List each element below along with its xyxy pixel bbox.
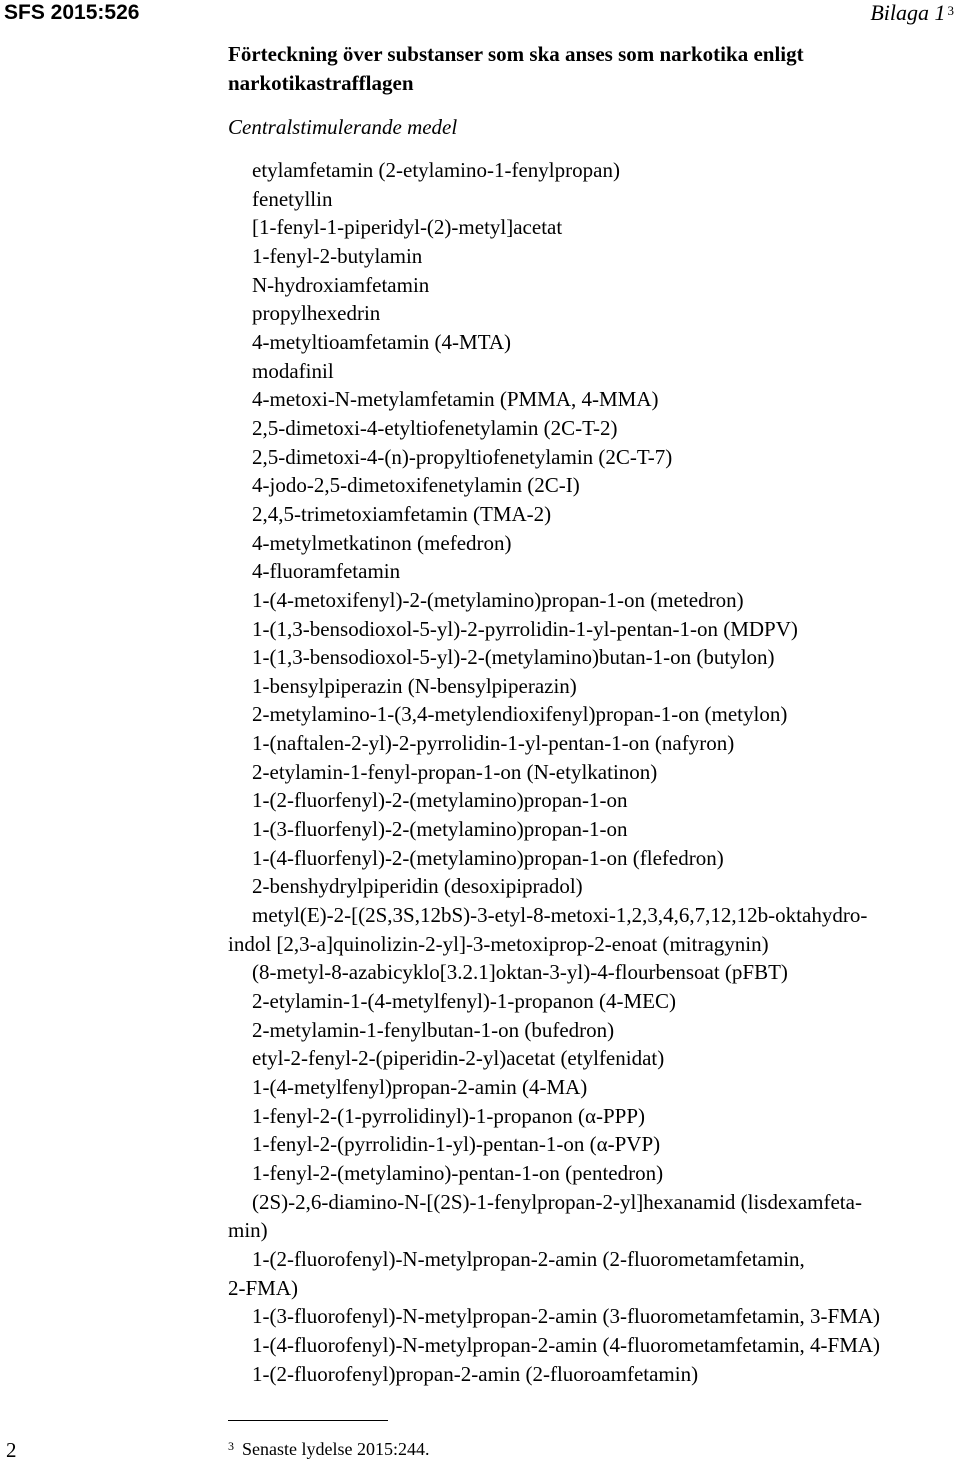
- footnote-text: Senaste lydelse 2015:244.: [242, 1439, 430, 1459]
- substance-item: fenetyllin: [252, 186, 333, 211]
- footnote-number: 3: [228, 1439, 234, 1453]
- substance-item: 1-fenyl-2-(1-pyrrolidinyl)-1-propanon (α-PPP): [252, 1103, 646, 1128]
- substance-item: (8-metyl-8-azabicyklo[3.2.1]oktan-3-yl)-4-flourbensoat (pFBT): [252, 960, 788, 985]
- substance-item: 1-(2-fluorofenyl)-N-metylpropan-2-amin (2-fluorometamfetamin, 2-FMA): [228, 1246, 805, 1300]
- substance-item: 4-metoxi-N-metylamfetamin (PMMA, 4-MMA): [252, 387, 659, 412]
- substance-item: 4-metyltioamfetamin (4-MTA): [252, 329, 511, 354]
- substance-item: 2-etylamin-1-fenyl-propan-1-on (N-etylkatinon): [252, 759, 658, 784]
- substance-item: 1-(4-metoxifenyl)-2-(metylamino)propan-1-on (metedron): [252, 587, 744, 612]
- appendix-footnote-ref[interactable]: 3: [947, 3, 954, 18]
- substance-item: 1-(2-fluorfenyl)-2-(metylamino)propan-1-on: [252, 788, 628, 813]
- page-title: Förteckning över substanser som ska anses som narkotika enligt narkotikastrafflagen: [228, 42, 804, 95]
- substance-item: 1-(1,3-bensodioxol-5-yl)-2-pyrrolidin-1-yl-pentan-1-on (MDPV): [252, 616, 798, 641]
- substance-item: 2-benshydrylpiperidin (desoxipipradol): [252, 874, 583, 899]
- footnote-divider: [228, 1420, 388, 1421]
- substance-item: 1-(4-fluorofenyl)-N-metylpropan-2-amin (4-fluorometamfetamin, 4-FMA): [252, 1332, 881, 1357]
- substance-item: 1-(4-metylfenyl)propan-2-amin (4-MA): [252, 1075, 588, 1099]
- substance-item: 2-metylamin-1-fenylbutan-1-on (bufedron): [252, 1017, 615, 1042]
- substance-item: 1-(2-fluorofenyl)propan-2-amin (2-fluoroamfetamin): [252, 1361, 699, 1386]
- substance-item: 4-fluoramfetamin: [252, 559, 401, 584]
- substance-item: 2-metylamino-1-(3,4-metylendioxifenyl)propan-1-on (metylon): [252, 702, 788, 727]
- substance-item: propylhexedrin: [252, 301, 381, 326]
- page-number: 2: [6, 1438, 17, 1462]
- substance-item: 1-fenyl-2-(pyrrolidin-1-yl)-pentan-1-on (α-PVP): [252, 1132, 661, 1157]
- substance-item: 4-metylmetkatinon (mefedron): [252, 530, 512, 555]
- substance-list: [228, 156, 956, 1388]
- substance-item: 2,5-dimetoxi-4-etyltiofenetylamin (2C-T-2): [252, 415, 618, 440]
- substance-item: 1-(1,3-bensodioxol-5-yl)-2-(metylamino)butan-1-on (butylon): [252, 645, 775, 670]
- appendix-label-text: Bilaga 1: [870, 0, 946, 25]
- substance-item: 1-bensylpiperazin (N-bensylpiperazin): [252, 673, 577, 698]
- substance-item: 1-(3-fluorofenyl)-N-metylpropan-2-amin (3-fluorometamfetamin, 3-FMA): [252, 1304, 881, 1329]
- substance-item: 1-fenyl-2-(metylamino)-pentan-1-on (pentedron): [252, 1160, 664, 1185]
- substance-item: 2,5-dimetoxi-4-(n)-propyltiofenetylamin (2C-T-7): [252, 444, 673, 469]
- substance-item: N-hydroxiamfetamin: [252, 272, 430, 297]
- substance-item: metyl(E)-2-[(2S,3S,12bS)-3-etyl-8-metoxi-1,2,3,4,6,7,12,12b-oktahydro- indol [2,3-a]quinolizin-2-yl]-3-metoxiprop-2-enoat (mitragynin): [228, 903, 868, 956]
- substance-item: 2-etylamin-1-(4-metylfenyl)-1-propanon (4-MEC): [252, 989, 676, 1014]
- footnote: [228, 1436, 429, 1462]
- appendix-label: [870, 0, 954, 26]
- substance-item: 4-jodo-2,5-dimetoxifenetylamin (2C-I): [252, 473, 580, 498]
- substance-item: 1-(4-fluorfenyl)-2-(metylamino)propan-1-on (flefedron): [252, 845, 724, 870]
- substance-item: 1-(3-fluorfenyl)-2-(metylamino)propan-1-on: [252, 817, 628, 842]
- substance-item: 2,4,5-trimetoxiamfetamin (TMA-2): [252, 501, 552, 526]
- substance-item: modafinil: [252, 358, 334, 383]
- substance-item: (2S)-2,6-diamino-N-[(2S)-1-fenylpropan-2-yl]hexanamid (lisdexamfeta- min): [228, 1189, 862, 1243]
- sfs-number: SFS 2015:526: [4, 1, 140, 24]
- substance-item: [1-fenyl-1-piperidyl-(2)-metyl]acetat: [252, 215, 563, 240]
- substance-item: 1-(naftalen-2-yl)-2-pyrrolidin-1-yl-pentan-1-on (nafyron): [252, 731, 735, 756]
- substance-item: 1-fenyl-2-butylamin: [252, 243, 423, 268]
- section-heading: Centralstimulerande medel: [228, 115, 458, 139]
- substance-item: etylamfetamin (2-etylamino-1-fenylpropan): [252, 158, 620, 182]
- substance-item: etyl-2-fenyl-2-(piperidin-2-yl)acetat (etylfenidat): [252, 1046, 665, 1071]
